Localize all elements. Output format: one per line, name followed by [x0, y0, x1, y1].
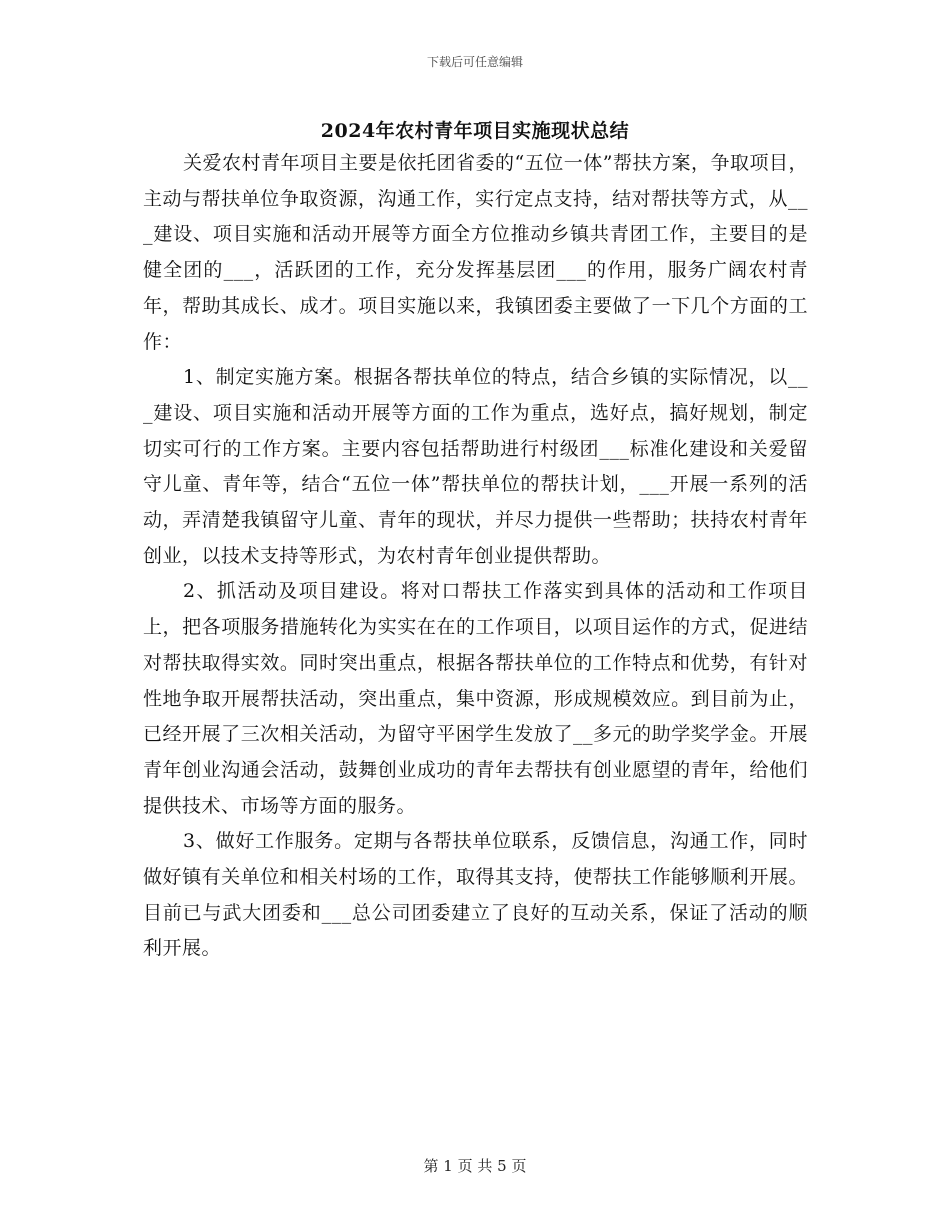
page-header-note: 下载后可任意编辑 — [426, 55, 523, 69]
page-number: 第 1 页 共 5 页 — [423, 1157, 527, 1175]
paragraph-section-3: 3、做好工作服务。定期与各帮扶单位联系，反馈信息，沟通工作，同时做好镇有关单位和相关村场的工作，取得其支持，使帮扶工作能够顺利开展。目前已与武大团委和___总公司团委建立了良好的互动关系，保证了活动的顺利开展。 — [143, 830, 808, 960]
paragraph-intro: 关爱农村青年项目主要是依托团省委的“五位一体”帮扶方案，争取项目，主动与帮扶单位争取资源，沟通工作，实行定点支持，结对帮扶等方式，从___建设、项目实施和活动开展等方面全方位推动乡镇共青团工作，主要目的是健全团的___，活跃团的工作，充分发挥基层团___的作用，服务广阔农村青年，帮助其成长、成才。项目实施以来，我镇团委主要做了一下几个方面的工作： — [143, 152, 808, 353]
document-title: 2024年农村青年项目实施现状总结 — [320, 120, 630, 142]
paragraph-section-2: 2、抓活动及项目建设。将对口帮扶工作落实到具体的活动和工作项目上，把各项服务措施转化为实实在在的工作项目，以项目运作的方式，促进结对帮扶取得实效。同时突出重点，根据各帮扶单位的工作特点和优势，有针对性地争取开展帮扶活动，突出重点，集中资源，形成规模效应。到目前为止，已经开展了三次相关活动，为留守平困学生发放了__多元的助学奖学金。开展青年创业沟通会活动，鼓舞创业成功的青年去帮扶有创业愿望的青年，给他们提供技术、市场等方面的服务。 — [143, 580, 808, 817]
paragraph-section-1: 1、制定实施方案。根据各帮扶单位的特点，结合乡镇的实际情况，以___建设、项目实施和活动开展等方面的工作为重点，选好点，搞好规划，制定切实可行的工作方案。主要内容包括帮助进行村级团___标准化建设和关爱留守儿童、青年等，结合“五位一体”帮扶单位的帮扶计划，___开展一系列的活动，弄清楚我镇留守儿童、青年的现状，并尽力提供一些帮助；扶持农村青年创业，以技术支持等形式，为农村青年创业提供帮助。 — [143, 366, 808, 567]
document-body — [143, 146, 808, 967]
